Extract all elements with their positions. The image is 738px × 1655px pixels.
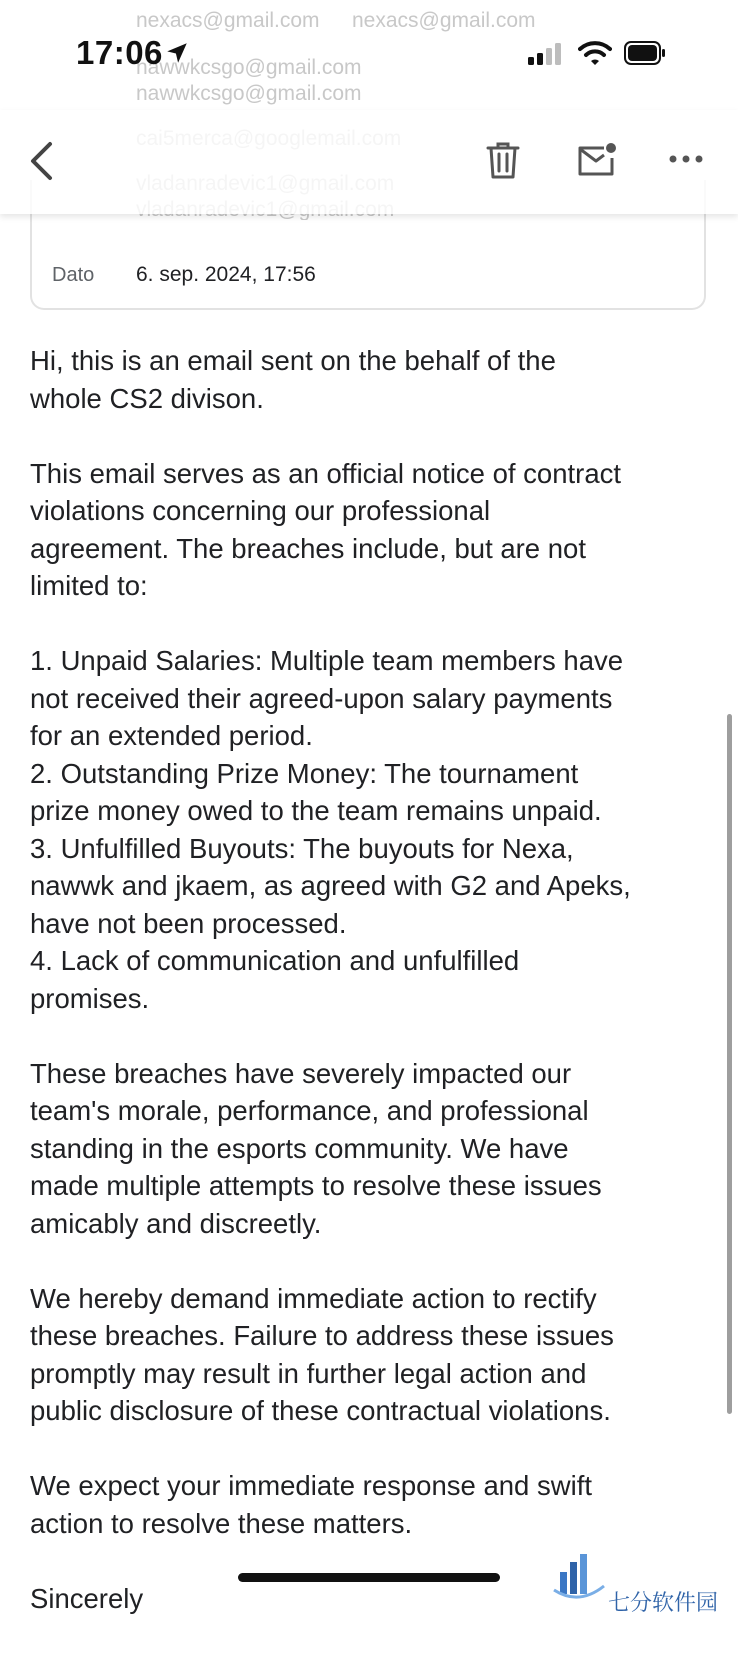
home-indicator[interactable]: [238, 1573, 500, 1582]
body-line: prize money owed to the team remains unpaid.: [30, 795, 602, 826]
body-line: We hereby demand immediate action to rectify: [30, 1282, 597, 1314]
recipient-email: nexacs@gmail.com: [136, 9, 320, 32]
body-line: public disclosure of these contractual violations.: [30, 1395, 611, 1426]
email-toolbar: [0, 110, 738, 214]
body-line: agreement. The breaches include, but are not: [30, 532, 586, 564]
body-line: nawwk and jkaem, as agreed with G2 and Apeks,: [30, 870, 631, 901]
body-line: 2. Outstanding Prize Money: The tournament: [30, 757, 579, 789]
body-line: these breaches. Failure to address these issues: [30, 1320, 614, 1351]
more-horizontal-icon: [668, 153, 704, 165]
body-paragraph: [30, 1280, 718, 1430]
date-label: Dato: [52, 264, 95, 286]
battery-icon: [624, 40, 666, 71]
body-line: 3. Unfulfilled Buyouts: The buyouts for Nexa,: [30, 832, 574, 864]
body-paragraph: [30, 342, 718, 417]
mark-unread-icon: [576, 142, 618, 178]
watermark-text: 七分软件园: [608, 1590, 719, 1615]
body-line: promises.: [30, 982, 150, 1014]
body-line: for an extended period.: [30, 720, 313, 751]
body-line: Sincerely: [30, 1582, 144, 1614]
body-line: promptly may result in further legal action and: [30, 1357, 587, 1389]
body-line: 1. Unpaid Salaries: Multiple team members have: [30, 645, 624, 676]
body-line: These breaches have severely impacted our: [30, 1057, 572, 1089]
scrollbar[interactable]: [727, 714, 732, 1414]
body-line: not received their agreed-upon salary payments: [30, 682, 613, 714]
body-line: have not been processed.: [30, 907, 347, 939]
body-paragraph: [30, 1467, 718, 1542]
date-value: 6. sep. 2024, 17:56: [136, 263, 316, 286]
delete-button[interactable]: [486, 142, 520, 185]
body-paragraph: [30, 455, 718, 605]
body-line: We expect your immediate response and swift: [30, 1470, 592, 1501]
wifi-icon: [578, 40, 612, 71]
more-options-button[interactable]: [668, 152, 704, 170]
body-line: made multiple attempts to resolve these issues: [30, 1170, 602, 1201]
body-line: violations concerning our professional: [30, 495, 491, 526]
body-line: limited to:: [30, 570, 148, 601]
body-line: team's morale, performance, and professional: [30, 1095, 589, 1126]
body-line: action to resolve these matters.: [30, 1507, 413, 1539]
location-arrow-icon: [164, 40, 190, 71]
recipient-email: nexacs@gmail.com: [352, 9, 536, 32]
back-button[interactable]: [26, 140, 56, 187]
body-paragraph: [30, 642, 718, 1017]
status-bar: [0, 0, 738, 110]
body-line: Hi, this is an email sent on the behalf of the: [30, 345, 556, 376]
cellular-signal-icon: [528, 42, 568, 71]
body-line: 4. Lack of communication and unfulfilled: [30, 945, 520, 976]
watermark-logo-icon: [552, 1550, 606, 1605]
body-paragraph: [30, 1055, 718, 1243]
chevron-left-icon: [26, 140, 56, 182]
recipient-email: nawwkcsgo@gmail.com: [136, 82, 362, 105]
body-line: whole CS2 divison.: [30, 382, 264, 414]
recipient-email: nawwkcsgo@gmail.com: [136, 56, 362, 79]
body-line: standing in the esports community. We have: [30, 1132, 569, 1164]
status-time: 17:06: [76, 34, 163, 71]
mark-unread-button[interactable]: [576, 142, 618, 183]
email-body: [30, 342, 718, 1655]
body-line: amicably and discreetly.: [30, 1207, 322, 1239]
trash-icon: [486, 142, 520, 180]
body-line: This email serves as an official notice of contract: [30, 457, 622, 489]
